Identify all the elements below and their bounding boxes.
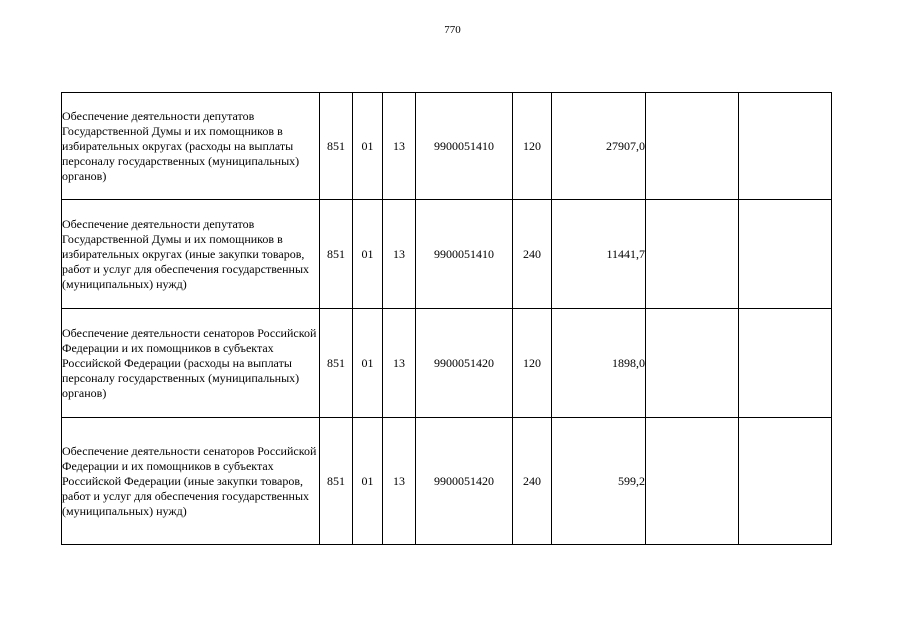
empty-cell bbox=[646, 418, 739, 545]
amount-cell: 11441,7 bbox=[552, 200, 646, 309]
description-cell: Обеспечение деятельности сенаторов Российской Федерации и их помощников в субъектах Российской Федерации (расходы на выплаты персоналу государственных (муниципальных) органов) bbox=[62, 309, 320, 418]
description-cell: Обеспечение деятельности сенаторов Российской Федерации и их помощников в субъектах Российской Федерации (иные закупки товаров, работ и услуг для обеспечения государственных (муниципальных) нужд) bbox=[62, 418, 320, 545]
table-row bbox=[62, 93, 832, 200]
target-article-cell: 9900051410 bbox=[416, 200, 513, 309]
amount-cell: 27907,0 bbox=[552, 93, 646, 200]
table-row bbox=[62, 200, 832, 309]
amount-cell: 1898,0 bbox=[552, 309, 646, 418]
amount-cell: 599,2 bbox=[552, 418, 646, 545]
target-article-cell: 9900051420 bbox=[416, 309, 513, 418]
ministry-code-cell: 851 bbox=[320, 309, 353, 418]
table-row bbox=[62, 418, 832, 545]
empty-cell bbox=[739, 200, 832, 309]
page-number: 770 bbox=[444, 24, 461, 36]
ministry-code-cell: 851 bbox=[320, 418, 353, 545]
expense-type-cell: 120 bbox=[513, 93, 552, 200]
budget-table bbox=[61, 92, 832, 545]
empty-cell bbox=[739, 418, 832, 545]
expense-type-cell: 240 bbox=[513, 418, 552, 545]
ministry-code-cell: 851 bbox=[320, 93, 353, 200]
subsection-code-cell: 13 bbox=[383, 418, 416, 545]
description-cell: Обеспечение деятельности депутатов Государственной Думы и их помощников в избирательных округах (иные закупки товаров, работ и услуг для обеспечения государственных (муниципальных) нужд) bbox=[62, 200, 320, 309]
subsection-code-cell: 13 bbox=[383, 309, 416, 418]
subsection-code-cell: 13 bbox=[383, 93, 416, 200]
empty-cell bbox=[646, 309, 739, 418]
expense-type-cell: 240 bbox=[513, 200, 552, 309]
description-cell: Обеспечение деятельности депутатов Государственной Думы и их помощников в избирательных округах (расходы на выплаты персоналу государственных (муниципальных) органов) bbox=[62, 93, 320, 200]
target-article-cell: 9900051420 bbox=[416, 418, 513, 545]
expense-type-cell: 120 bbox=[513, 309, 552, 418]
section-code-cell: 01 bbox=[353, 309, 383, 418]
empty-cell bbox=[646, 93, 739, 200]
ministry-code-cell: 851 bbox=[320, 200, 353, 309]
target-article-cell: 9900051410 bbox=[416, 93, 513, 200]
empty-cell bbox=[646, 200, 739, 309]
subsection-code-cell: 13 bbox=[383, 200, 416, 309]
table-row bbox=[62, 309, 832, 418]
section-code-cell: 01 bbox=[353, 93, 383, 200]
section-code-cell: 01 bbox=[353, 418, 383, 545]
empty-cell bbox=[739, 93, 832, 200]
empty-cell bbox=[739, 309, 832, 418]
section-code-cell: 01 bbox=[353, 200, 383, 309]
